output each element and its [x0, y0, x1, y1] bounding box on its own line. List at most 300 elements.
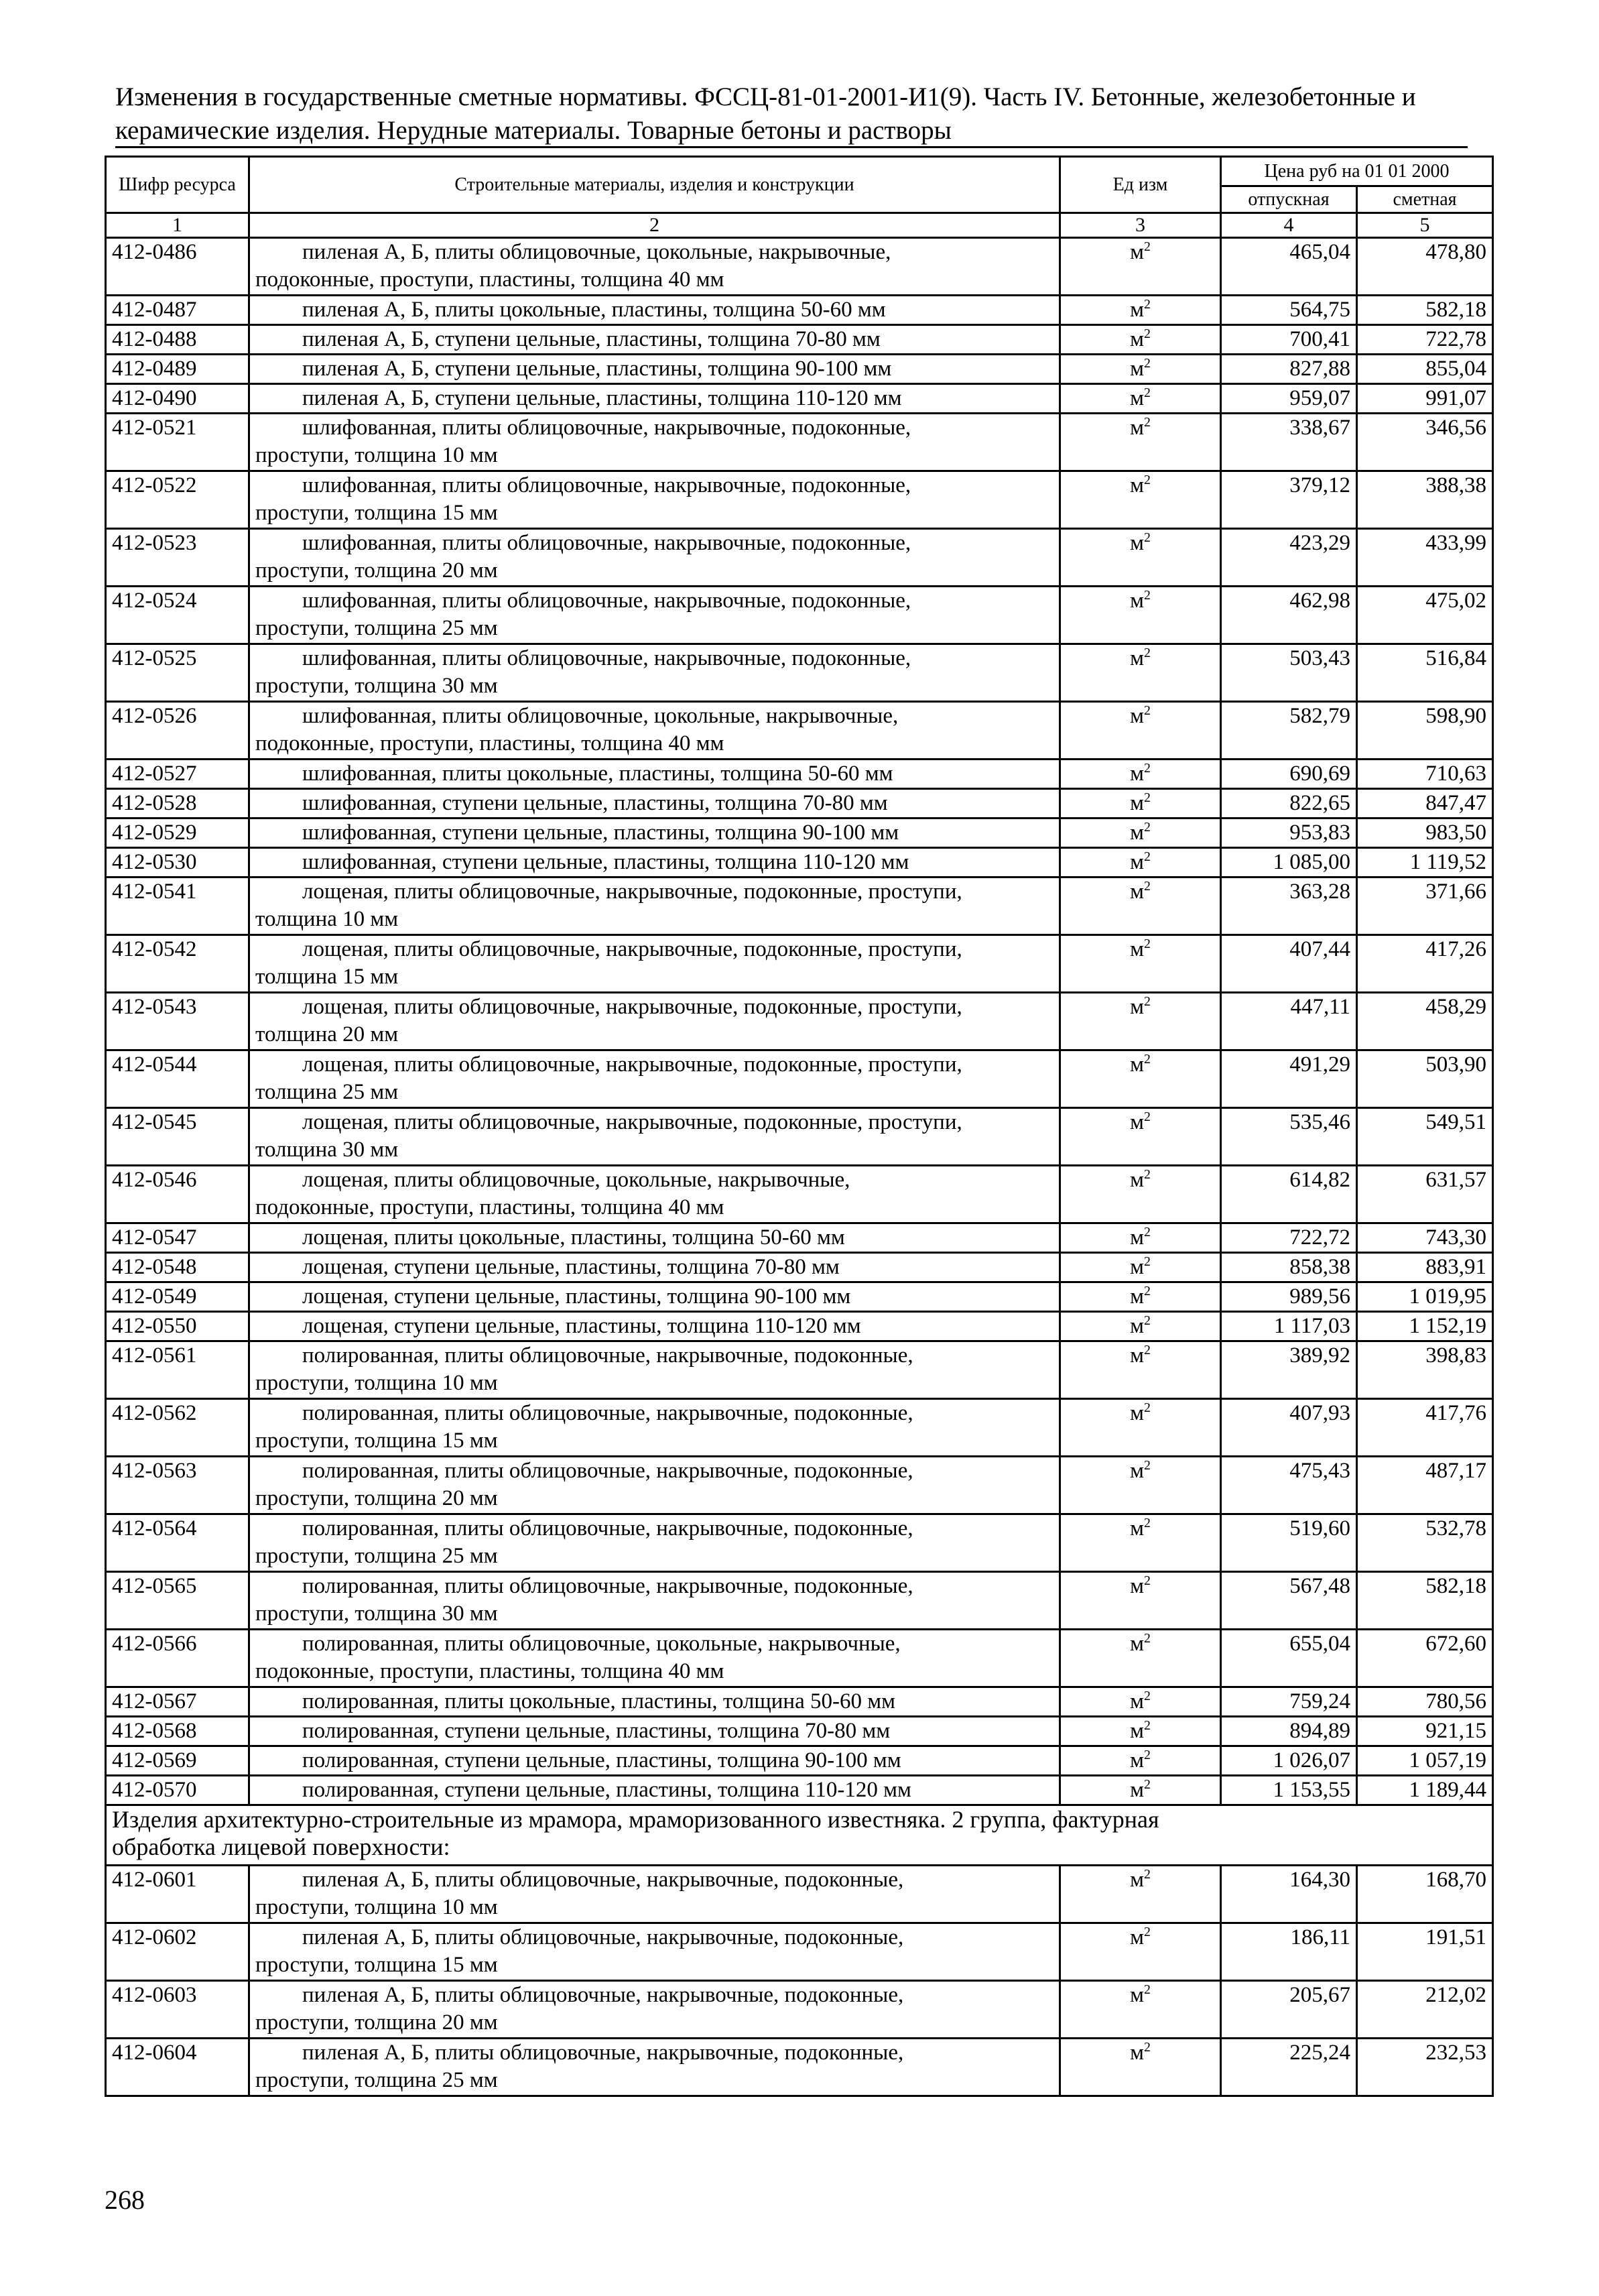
unit-cell	[1060, 238, 1221, 296]
price-table	[105, 156, 1494, 2097]
column-number: 4	[1221, 213, 1357, 238]
resource-code: 412-0544	[106, 1050, 249, 1108]
unit-cell	[1060, 325, 1221, 355]
table-row	[106, 1166, 1493, 1223]
unit-text: м	[1130, 1314, 1144, 1338]
unit-cell	[1060, 1166, 1221, 1223]
resource-code: 412-0486	[106, 238, 249, 296]
material-description	[249, 1457, 1060, 1514]
material-description	[249, 935, 1060, 993]
unit-cell	[1060, 760, 1221, 789]
description-line-2: проступи, толщина 25 мм	[255, 616, 498, 640]
resource-code: 412-0601	[106, 1866, 249, 1923]
table-row	[106, 1399, 1493, 1457]
release-price-cell: 722,72	[1221, 1223, 1357, 1253]
unit-superscript: 2	[1144, 1400, 1151, 1415]
estimate-price-cell: 582,18	[1357, 1572, 1493, 1630]
unit-text: м	[1130, 995, 1144, 1019]
resource-code: 412-0523	[106, 529, 249, 587]
table-row	[106, 1223, 1493, 1253]
release-price-cell: 959,07	[1221, 384, 1357, 414]
document-header	[115, 80, 1482, 147]
unit-superscript: 2	[1144, 1052, 1151, 1067]
unit-cell	[1060, 1746, 1221, 1776]
unit-cell	[1060, 1050, 1221, 1108]
unit-text: м	[1130, 1110, 1144, 1134]
unit-text: м	[1130, 1516, 1144, 1540]
resource-code: 412-0565	[106, 1572, 249, 1630]
description-line-1: лощеная, ступени цельные, пластины, толщина 70-80 мм	[302, 1255, 840, 1279]
unit-superscript: 2	[1144, 1982, 1151, 1997]
resource-code: 412-0549	[106, 1282, 249, 1312]
material-description	[249, 1223, 1060, 1253]
unit-cell	[1060, 2039, 1221, 2096]
resource-code: 412-0541	[106, 878, 249, 935]
unit-superscript: 2	[1144, 1284, 1151, 1298]
unit-superscript: 2	[1144, 790, 1151, 805]
material-description	[249, 1514, 1060, 1572]
description-line-2: толщина 10 мм	[255, 907, 399, 931]
description-line-1: лощеная, плиты облицовочные, накрывочные, подоконные, проступи,	[302, 937, 962, 961]
description-line-1: пиленая А, Б, плиты облицовочные, накрывочные, подоконные,	[302, 1925, 904, 1949]
unit-superscript: 2	[1144, 849, 1151, 864]
unit-cell	[1060, 1457, 1221, 1514]
resource-code: 412-0548	[106, 1253, 249, 1282]
resource-code: 412-0561	[106, 1341, 249, 1399]
release-price-cell: 164,30	[1221, 1866, 1357, 1923]
release-price-cell: 953,83	[1221, 819, 1357, 848]
header-rule	[115, 146, 1468, 148]
unit-text: м	[1130, 531, 1144, 555]
resource-code: 412-0604	[106, 2039, 249, 2096]
material-description	[249, 1253, 1060, 1282]
header-name: Строительные материалы, изделия и конструкции	[249, 157, 1060, 213]
unit-cell	[1060, 1514, 1221, 1572]
unit-cell	[1060, 1253, 1221, 1282]
table-row	[106, 2039, 1493, 2096]
column-number: 3	[1060, 213, 1221, 238]
material-description	[249, 789, 1060, 819]
estimate-price-cell: 398,83	[1357, 1341, 1493, 1399]
description-line-1: пиленая А, Б, плиты облицовочные, накрывочные, подоконные,	[302, 2041, 904, 2065]
material-description	[249, 1630, 1060, 1687]
description-line-1: полированная, плиты облицовочные, цокольные, накрывочные,	[302, 1632, 901, 1656]
unit-superscript: 2	[1144, 820, 1151, 835]
unit-text: м	[1130, 1284, 1144, 1309]
resource-code: 412-0566	[106, 1630, 249, 1687]
description-line-1: пиленая А, Б, плиты облицовочные, накрывочные, подоконные,	[302, 1868, 904, 1892]
estimate-price-cell: 672,60	[1357, 1630, 1493, 1687]
estimate-price-cell: 855,04	[1357, 355, 1493, 384]
estimate-price-cell: 1 057,19	[1357, 1746, 1493, 1776]
estimate-price-cell: 532,78	[1357, 1514, 1493, 1572]
table-row	[106, 325, 1493, 355]
resource-code: 412-0487	[106, 296, 249, 325]
release-price-cell: 186,11	[1221, 1923, 1357, 1981]
material-description	[249, 993, 1060, 1050]
unit-cell	[1060, 935, 1221, 993]
description-line-1: пиленая А, Б, плиты облицовочные, цокольные, накрывочные,	[302, 240, 891, 264]
unit-text: м	[1130, 1925, 1144, 1949]
description-line-2: подоконные, проступи, пластины, толщина 40 мм	[255, 267, 724, 292]
material-description	[249, 1866, 1060, 1923]
unit-text: м	[1130, 1343, 1144, 1368]
column-numbers-row	[106, 213, 1493, 238]
unit-text: м	[1130, 880, 1144, 904]
description-line-1: пиленая А, Б, ступени цельные, пластины, толщина 90-100 мм	[302, 357, 892, 381]
material-description	[249, 1050, 1060, 1108]
material-description	[249, 238, 1060, 296]
unit-text: м	[1130, 1052, 1144, 1077]
material-description	[249, 848, 1060, 878]
material-description	[249, 414, 1060, 471]
price-table-container	[105, 156, 1492, 2092]
unit-text: м	[1130, 1255, 1144, 1279]
release-price-cell: 1 026,07	[1221, 1746, 1357, 1776]
table-row	[106, 587, 1493, 644]
release-price-cell: 407,44	[1221, 935, 1357, 993]
description-line-1: шлифованная, плиты цокольные, пластины, толщина 50-60 мм	[302, 762, 893, 786]
release-price-cell: 338,67	[1221, 414, 1357, 471]
material-description	[249, 1923, 1060, 1981]
release-price-cell: 567,48	[1221, 1572, 1357, 1630]
unit-cell	[1060, 819, 1221, 848]
material-description	[249, 355, 1060, 384]
unit-superscript: 2	[1144, 415, 1151, 430]
resource-code: 412-0526	[106, 702, 249, 760]
material-description	[249, 296, 1060, 325]
description-line-1: полированная, плиты облицовочные, накрывочные, подоконные,	[302, 1343, 913, 1368]
table-row	[106, 238, 1493, 296]
unit-cell	[1060, 1341, 1221, 1399]
description-line-1: лощеная, ступени цельные, пластины, толщина 90-100 мм	[302, 1284, 851, 1309]
description-line-2: проступи, толщина 20 мм	[255, 2010, 498, 2035]
description-line-2: проступи, толщина 15 мм	[255, 1429, 498, 1453]
unit-superscript: 2	[1144, 1516, 1151, 1530]
release-price-cell: 858,38	[1221, 1253, 1357, 1282]
table-row	[106, 296, 1493, 325]
resource-code: 412-0564	[106, 1514, 249, 1572]
resource-code: 412-0521	[106, 414, 249, 471]
unit-text: м	[1130, 1748, 1144, 1772]
release-price-cell: 423,29	[1221, 529, 1357, 587]
material-description	[249, 1717, 1060, 1746]
unit-text: м	[1130, 1983, 1144, 2007]
description-line-1: полированная, плиты облицовочные, накрывочные, подоконные,	[302, 1459, 913, 1483]
unit-superscript: 2	[1144, 1925, 1151, 1939]
release-price-cell: 700,41	[1221, 325, 1357, 355]
estimate-price-cell: 516,84	[1357, 644, 1493, 702]
unit-cell	[1060, 587, 1221, 644]
description-line-2: проступи, толщина 25 мм	[255, 1544, 498, 1568]
unit-text: м	[1130, 2041, 1144, 2065]
table-row	[106, 1312, 1493, 1341]
resource-code: 412-0525	[106, 644, 249, 702]
section-title-row	[106, 1805, 1493, 1866]
estimate-price-cell: 388,38	[1357, 471, 1493, 529]
estimate-price-cell: 598,90	[1357, 702, 1493, 760]
description-line-1: шлифованная, плиты облицовочные, накрывочные, подоконные,	[302, 646, 911, 670]
table-row	[106, 993, 1493, 1050]
description-line-1: пиленая А, Б, ступени цельные, пластины, толщина 70-80 мм	[302, 327, 881, 351]
table-row	[106, 1746, 1493, 1776]
estimate-price-cell: 417,26	[1357, 935, 1493, 993]
estimate-price-cell: 921,15	[1357, 1717, 1493, 1746]
estimate-price-cell: 503,90	[1357, 1050, 1493, 1108]
unit-text: м	[1130, 589, 1144, 613]
unit-cell	[1060, 414, 1221, 471]
resource-code: 412-0529	[106, 819, 249, 848]
material-description	[249, 702, 1060, 760]
release-price-cell: 475,43	[1221, 1457, 1357, 1514]
unit-cell	[1060, 702, 1221, 760]
unit-superscript: 2	[1144, 703, 1151, 718]
unit-text: м	[1130, 1225, 1144, 1250]
unit-text: м	[1130, 1632, 1144, 1656]
resource-code: 412-0524	[106, 587, 249, 644]
table-row	[106, 1282, 1493, 1312]
column-number: 5	[1357, 213, 1493, 238]
estimate-price-cell: 417,76	[1357, 1399, 1493, 1457]
release-price-cell: 389,92	[1221, 1341, 1357, 1399]
description-line-2: толщина 20 мм	[255, 1022, 399, 1046]
unit-superscript: 2	[1144, 879, 1151, 894]
material-description	[249, 1282, 1060, 1312]
unit-cell	[1060, 1572, 1221, 1630]
section-title-line-2: обработка лицевой поверхности:	[112, 1833, 450, 1860]
unit-text: м	[1130, 240, 1144, 264]
table-row	[106, 1572, 1493, 1630]
resource-code: 412-0569	[106, 1746, 249, 1776]
estimate-price-cell: 1 189,44	[1357, 1776, 1493, 1805]
column-number: 1	[106, 213, 249, 238]
release-price-cell: 407,93	[1221, 1399, 1357, 1457]
table-row	[106, 878, 1493, 935]
unit-cell	[1060, 1282, 1221, 1312]
description-line-2: проступи, толщина 30 мм	[255, 674, 498, 698]
description-line-1: шлифованная, плиты облицовочные, накрывочные, подоконные,	[302, 416, 911, 440]
material-description	[249, 529, 1060, 587]
unit-cell	[1060, 848, 1221, 878]
resource-code: 412-0490	[106, 384, 249, 414]
unit-cell	[1060, 878, 1221, 935]
table-row	[106, 1630, 1493, 1687]
table-row	[106, 1776, 1493, 1805]
header-price-group: Цена руб на 01 01 2000	[1221, 157, 1493, 186]
unit-text: м	[1130, 416, 1144, 440]
description-line-1: полированная, плиты облицовочные, накрывочные, подоконные,	[302, 1401, 913, 1425]
estimate-price-cell: 582,18	[1357, 296, 1493, 325]
table-row	[106, 355, 1493, 384]
header-code: Шифр ресурса	[106, 157, 249, 213]
description-line-1: лощеная, плиты облицовочные, накрывочные, подоконные, проступи,	[302, 880, 962, 904]
release-price-cell: 225,24	[1221, 2039, 1357, 2096]
column-number: 2	[249, 213, 1060, 238]
unit-text: м	[1130, 1868, 1144, 1892]
estimate-price-cell: 710,63	[1357, 760, 1493, 789]
unit-text: м	[1130, 1459, 1144, 1483]
table-row	[106, 935, 1493, 993]
material-description	[249, 1108, 1060, 1166]
resource-code: 412-0546	[106, 1166, 249, 1223]
table-row	[106, 644, 1493, 702]
unit-superscript: 2	[1144, 1167, 1151, 1182]
description-line-1: пиленая А, Б, плиты цокольные, пластины, толщина 50-60 мм	[302, 298, 886, 322]
estimate-price-cell: 780,56	[1357, 1687, 1493, 1717]
unit-cell	[1060, 993, 1221, 1050]
unit-text: м	[1130, 1574, 1144, 1598]
estimate-price-cell: 478,80	[1357, 238, 1493, 296]
description-line-2: толщина 30 мм	[255, 1138, 399, 1162]
unit-cell	[1060, 296, 1221, 325]
material-description	[249, 1776, 1060, 1805]
description-line-2: проступи, толщина 30 мм	[255, 1602, 498, 1626]
table-row	[106, 414, 1493, 471]
release-price-cell: 564,75	[1221, 296, 1357, 325]
resource-code: 412-0570	[106, 1776, 249, 1805]
unit-cell	[1060, 384, 1221, 414]
unit-text: м	[1130, 386, 1144, 410]
unit-cell	[1060, 355, 1221, 384]
table-row	[106, 1108, 1493, 1166]
unit-superscript: 2	[1144, 1458, 1151, 1473]
release-price-cell: 447,11	[1221, 993, 1357, 1050]
estimate-price-cell: 983,50	[1357, 819, 1493, 848]
resource-code: 412-0568	[106, 1717, 249, 1746]
description-line-2: проступи, толщина 20 мм	[255, 558, 498, 583]
estimate-price-cell: 168,70	[1357, 1866, 1493, 1923]
unit-cell	[1060, 1630, 1221, 1687]
description-line-1: лощеная, плиты цокольные, пластины, толщина 50-60 мм	[302, 1225, 845, 1250]
description-line-2: проступи, толщина 10 мм	[255, 443, 498, 467]
description-line-2: подоконные, проступи, пластины, толщина 40 мм	[255, 1195, 724, 1219]
estimate-price-cell: 722,78	[1357, 325, 1493, 355]
resource-code: 412-0550	[106, 1312, 249, 1341]
material-description	[249, 644, 1060, 702]
release-price-cell: 822,65	[1221, 789, 1357, 819]
unit-superscript: 2	[1144, 1777, 1151, 1792]
estimate-price-cell: 883,91	[1357, 1253, 1493, 1282]
resource-code: 412-0488	[106, 325, 249, 355]
description-line-1: шлифованная, ступени цельные, пластины, толщина 90-100 мм	[302, 821, 899, 845]
unit-superscript: 2	[1144, 326, 1151, 341]
unit-superscript: 2	[1144, 1748, 1151, 1762]
release-price-cell: 462,98	[1221, 587, 1357, 644]
resource-code: 412-0528	[106, 789, 249, 819]
table-row	[106, 1514, 1493, 1572]
unit-text: м	[1130, 298, 1144, 322]
unit-cell	[1060, 644, 1221, 702]
release-price-cell: 465,04	[1221, 238, 1357, 296]
resource-code: 412-0522	[106, 471, 249, 529]
unit-text: м	[1130, 850, 1144, 874]
unit-cell	[1060, 1717, 1221, 1746]
header-line-2: керамические изделия. Нерудные материалы. Товарные бетоны и растворы	[115, 116, 952, 145]
unit-cell	[1060, 1223, 1221, 1253]
description-line-1: полированная, ступени цельные, пластины, толщина 90-100 мм	[302, 1748, 901, 1772]
estimate-price-cell: 232,53	[1357, 2039, 1493, 2096]
unit-superscript: 2	[1144, 1225, 1151, 1240]
estimate-price-cell: 191,51	[1357, 1923, 1493, 1981]
resource-code: 412-0563	[106, 1457, 249, 1514]
table-row	[106, 848, 1493, 878]
unit-text: м	[1130, 327, 1144, 351]
unit-superscript: 2	[1144, 385, 1151, 400]
resource-code: 412-0562	[106, 1399, 249, 1457]
description-line-1: шлифованная, плиты облицовочные, цокольные, накрывочные,	[302, 704, 899, 728]
resource-code: 412-0489	[106, 355, 249, 384]
estimate-price-cell: 371,66	[1357, 878, 1493, 935]
release-price-cell: 690,69	[1221, 760, 1357, 789]
material-description	[249, 819, 1060, 848]
release-price-cell: 205,67	[1221, 1981, 1357, 2039]
release-price-cell: 503,43	[1221, 644, 1357, 702]
material-description	[249, 471, 1060, 529]
estimate-price-cell: 346,56	[1357, 414, 1493, 471]
description-line-1: полированная, ступени цельные, пластины, толщина 70-80 мм	[302, 1719, 891, 1743]
table-row	[106, 1923, 1493, 1981]
unit-text: м	[1130, 762, 1144, 786]
unit-cell	[1060, 1108, 1221, 1166]
table-row	[106, 702, 1493, 760]
description-line-1: шлифованная, ступени цельные, пластины, толщина 70-80 мм	[302, 791, 888, 815]
material-description	[249, 384, 1060, 414]
unit-text: м	[1130, 1778, 1144, 1802]
description-line-2: проступи, толщина 10 мм	[255, 1371, 498, 1395]
release-price-cell: 759,24	[1221, 1687, 1357, 1717]
description-line-1: полированная, плиты цокольные, пластины, толщина 50-60 мм	[302, 1689, 895, 1713]
material-description	[249, 1312, 1060, 1341]
table-row	[106, 819, 1493, 848]
unit-cell	[1060, 471, 1221, 529]
resource-code: 412-0567	[106, 1687, 249, 1717]
release-price-cell: 1 117,03	[1221, 1312, 1357, 1341]
unit-cell	[1060, 1866, 1221, 1923]
estimate-price-cell: 1 152,19	[1357, 1312, 1493, 1341]
unit-superscript: 2	[1144, 1313, 1151, 1328]
section-title	[106, 1805, 1493, 1866]
description-line-1: полированная, плиты облицовочные, накрывочные, подоконные,	[302, 1574, 913, 1598]
estimate-price-cell: 847,47	[1357, 789, 1493, 819]
description-line-1: шлифованная, плиты облицовочные, накрывочные, подоконные,	[302, 531, 911, 555]
material-description	[249, 1687, 1060, 1717]
resource-code: 412-0527	[106, 760, 249, 789]
unit-superscript: 2	[1144, 473, 1151, 487]
header-release-price: отпускная	[1221, 186, 1357, 213]
unit-superscript: 2	[1144, 646, 1151, 660]
resource-code: 412-0545	[106, 1108, 249, 1166]
description-line-2: проступи, толщина 10 мм	[255, 1895, 498, 1919]
unit-superscript: 2	[1144, 1109, 1151, 1124]
resource-code: 412-0603	[106, 1981, 249, 2039]
table-row	[106, 1717, 1493, 1746]
release-price-cell: 989,56	[1221, 1282, 1357, 1312]
unit-superscript: 2	[1144, 588, 1151, 603]
table-row	[106, 760, 1493, 789]
release-price-cell: 614,82	[1221, 1166, 1357, 1223]
unit-superscript: 2	[1144, 297, 1151, 312]
description-line-2: толщина 25 мм	[255, 1080, 399, 1104]
unit-superscript: 2	[1144, 1254, 1151, 1269]
description-line-1: лощеная, плиты облицовочные, накрывочные, подоконные, проступи,	[302, 1052, 962, 1077]
header-unit: Ед изм	[1060, 157, 1221, 213]
unit-superscript: 2	[1144, 1718, 1151, 1733]
estimate-price-cell: 475,02	[1357, 587, 1493, 644]
description-line-1: лощеная, плиты облицовочные, накрывочные, подоконные, проступи,	[302, 1110, 962, 1134]
material-description	[249, 760, 1060, 789]
description-line-2: подоконные, проступи, пластины, толщина 40 мм	[255, 1659, 724, 1683]
estimate-price-cell: 433,99	[1357, 529, 1493, 587]
